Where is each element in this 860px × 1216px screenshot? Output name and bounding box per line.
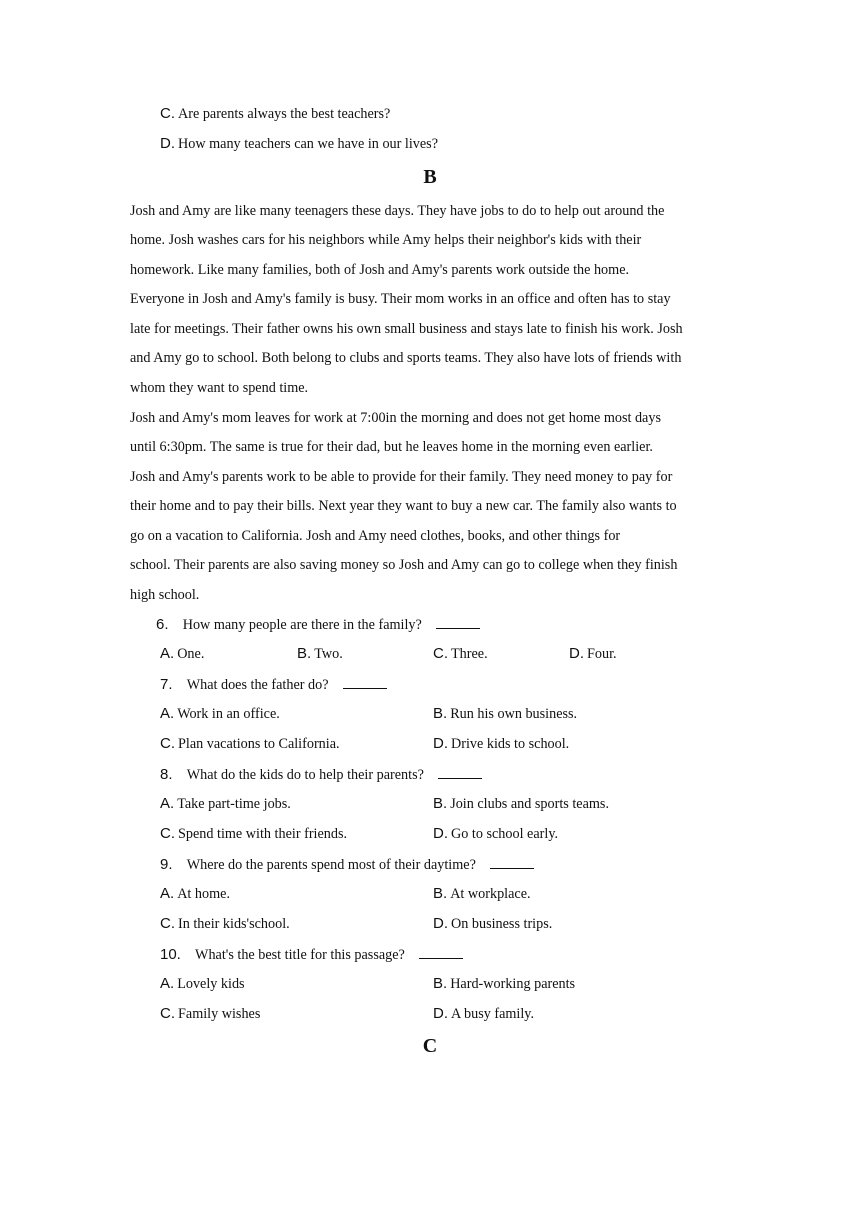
- option-text: One.: [177, 646, 205, 662]
- option-text: Take part-time jobs.: [177, 796, 291, 812]
- option-text: Two.: [314, 646, 343, 662]
- question-number: 7.: [160, 676, 173, 693]
- option-letter: C.: [160, 735, 175, 752]
- question-7: [160, 674, 387, 695]
- passage-line: school. Their parents are also saving money so Josh and Amy can go to college when they finish: [130, 557, 678, 573]
- q6-option-a[interactable]: [160, 644, 204, 664]
- option-letter: A.: [160, 705, 175, 722]
- question-text: What's the best title for this passage?: [195, 947, 405, 963]
- option-letter: A.: [160, 645, 175, 662]
- passage-line: go on a vacation to California. Josh and Amy need clothes, books, and other things for: [130, 528, 621, 544]
- question-text: What do the kids do to help their parents?: [186, 767, 424, 783]
- answer-blank[interactable]: [436, 614, 480, 629]
- option-letter: B.: [433, 795, 448, 812]
- question-number: 6.: [156, 616, 169, 633]
- option-text: Work in an office.: [177, 706, 280, 722]
- answer-blank[interactable]: [343, 674, 387, 689]
- option-letter: C.: [160, 1005, 175, 1022]
- option-letter: A.: [160, 975, 175, 992]
- option-letter: C.: [433, 645, 448, 662]
- q8-option-b[interactable]: [433, 794, 609, 814]
- passage-line: home. Josh washes cars for his neighbors while Amy helps their neighbor's kids with their: [130, 232, 642, 248]
- passage-line: Everyone in Josh and Amy's family is busy. Their mom works in an office and often has to stay: [130, 291, 671, 307]
- q6-option-d[interactable]: [569, 644, 617, 664]
- question-9: [160, 854, 534, 875]
- passage-line: late for meetings. Their father owns his own small business and stays late to finish his work. Josh: [130, 321, 683, 337]
- option-text: On business trips.: [451, 916, 553, 932]
- q8-option-a[interactable]: [160, 794, 291, 814]
- q6-option-b[interactable]: [297, 644, 343, 664]
- q7-option-b[interactable]: [433, 704, 577, 724]
- passage-line: until 6:30pm. The same is true for their dad, but he leaves home in the morning even earlier.: [130, 439, 653, 455]
- option-text: Lovely kids: [177, 976, 245, 992]
- option-text: Family wishes: [178, 1006, 261, 1022]
- q10-option-b[interactable]: [433, 974, 575, 994]
- option-letter: C.: [160, 825, 175, 842]
- question-6: [156, 614, 480, 635]
- q7-option-a[interactable]: [160, 704, 280, 724]
- option-letter: C.: [160, 105, 175, 122]
- option-text: Hard-working parents: [450, 976, 576, 992]
- q10-option-c[interactable]: [160, 1004, 260, 1024]
- q8-option-d[interactable]: [433, 824, 558, 844]
- passage-line: Josh and Amy are like many teenagers these days. They have jobs to do to help out around the: [130, 203, 665, 219]
- q6-option-c[interactable]: [433, 644, 488, 664]
- passage-line: high school.: [130, 587, 200, 603]
- q10-option-a[interactable]: [160, 974, 245, 994]
- option-text: A busy family.: [451, 1006, 535, 1022]
- option-text: In their kids'school.: [178, 916, 290, 932]
- question-text: What does the father do?: [186, 677, 329, 693]
- option-letter: C.: [160, 915, 175, 932]
- prev-option-d[interactable]: [160, 134, 438, 154]
- q10-option-d[interactable]: [433, 1004, 534, 1024]
- option-text: Spend time with their friends.: [178, 826, 348, 842]
- option-text: Drive kids to school.: [451, 736, 570, 752]
- question-8: [160, 764, 482, 785]
- question-number: 8.: [160, 766, 173, 783]
- option-letter: D.: [433, 915, 448, 932]
- option-text: Run his own business.: [450, 706, 578, 722]
- passage-line: and Amy go to school. Both belong to clubs and sports teams. They also have lots of friends with: [130, 350, 682, 366]
- prev-option-c[interactable]: [160, 104, 390, 124]
- passage-line: Josh and Amy's parents work to be able to provide for their family. They need money to pay for: [130, 469, 673, 485]
- option-text: Plan vacations to California.: [178, 736, 340, 752]
- option-letter: D.: [433, 735, 448, 752]
- answer-blank[interactable]: [438, 764, 482, 779]
- q9-option-d[interactable]: [433, 914, 552, 934]
- option-letter: A.: [160, 885, 175, 902]
- q9-option-a[interactable]: [160, 884, 230, 904]
- passage-line: homework. Like many families, both of Josh and Amy's parents work outside the home.: [130, 262, 630, 278]
- answer-blank[interactable]: [419, 944, 463, 959]
- passage-line: their home and to pay their bills. Next year they want to buy a new car. The family also wants to: [130, 498, 677, 514]
- section-b-heading: B: [423, 166, 437, 188]
- q7-option-d[interactable]: [433, 734, 569, 754]
- option-letter: B.: [433, 705, 448, 722]
- question-text: How many people are there in the family?: [182, 617, 422, 633]
- option-text: How many teachers can we have in our lives?: [178, 136, 439, 152]
- question-number: 9.: [160, 856, 173, 873]
- q9-option-c[interactable]: [160, 914, 290, 934]
- option-letter: B.: [433, 975, 448, 992]
- answer-blank[interactable]: [490, 854, 534, 869]
- passage-line: whom they want to spend time.: [130, 380, 309, 396]
- passage-line: Josh and Amy's mom leaves for work at 7:00in the morning and does not get home most days: [130, 410, 661, 426]
- option-text: At home.: [177, 886, 230, 902]
- option-text: At workplace.: [450, 886, 531, 902]
- section-c-heading: C: [422, 1035, 438, 1057]
- q8-option-c[interactable]: [160, 824, 347, 844]
- option-text: Join clubs and sports teams.: [450, 796, 609, 812]
- option-letter: A.: [160, 795, 175, 812]
- question-text: Where do the parents spend most of their daytime?: [186, 857, 476, 873]
- option-letter: D.: [433, 1005, 448, 1022]
- option-text: Go to school early.: [451, 826, 559, 842]
- option-letter: B.: [433, 885, 448, 902]
- q7-option-c[interactable]: [160, 734, 340, 754]
- question-10: [160, 944, 463, 965]
- option-letter: D.: [433, 825, 448, 842]
- option-letter: B.: [297, 645, 312, 662]
- option-text: Are parents always the best teachers?: [178, 106, 391, 122]
- option-text: Three.: [451, 646, 488, 662]
- option-letter: D.: [569, 645, 584, 662]
- q9-option-b[interactable]: [433, 884, 531, 904]
- option-text: Four.: [587, 646, 617, 662]
- question-number: 10.: [160, 946, 181, 963]
- option-letter: D.: [160, 135, 175, 152]
